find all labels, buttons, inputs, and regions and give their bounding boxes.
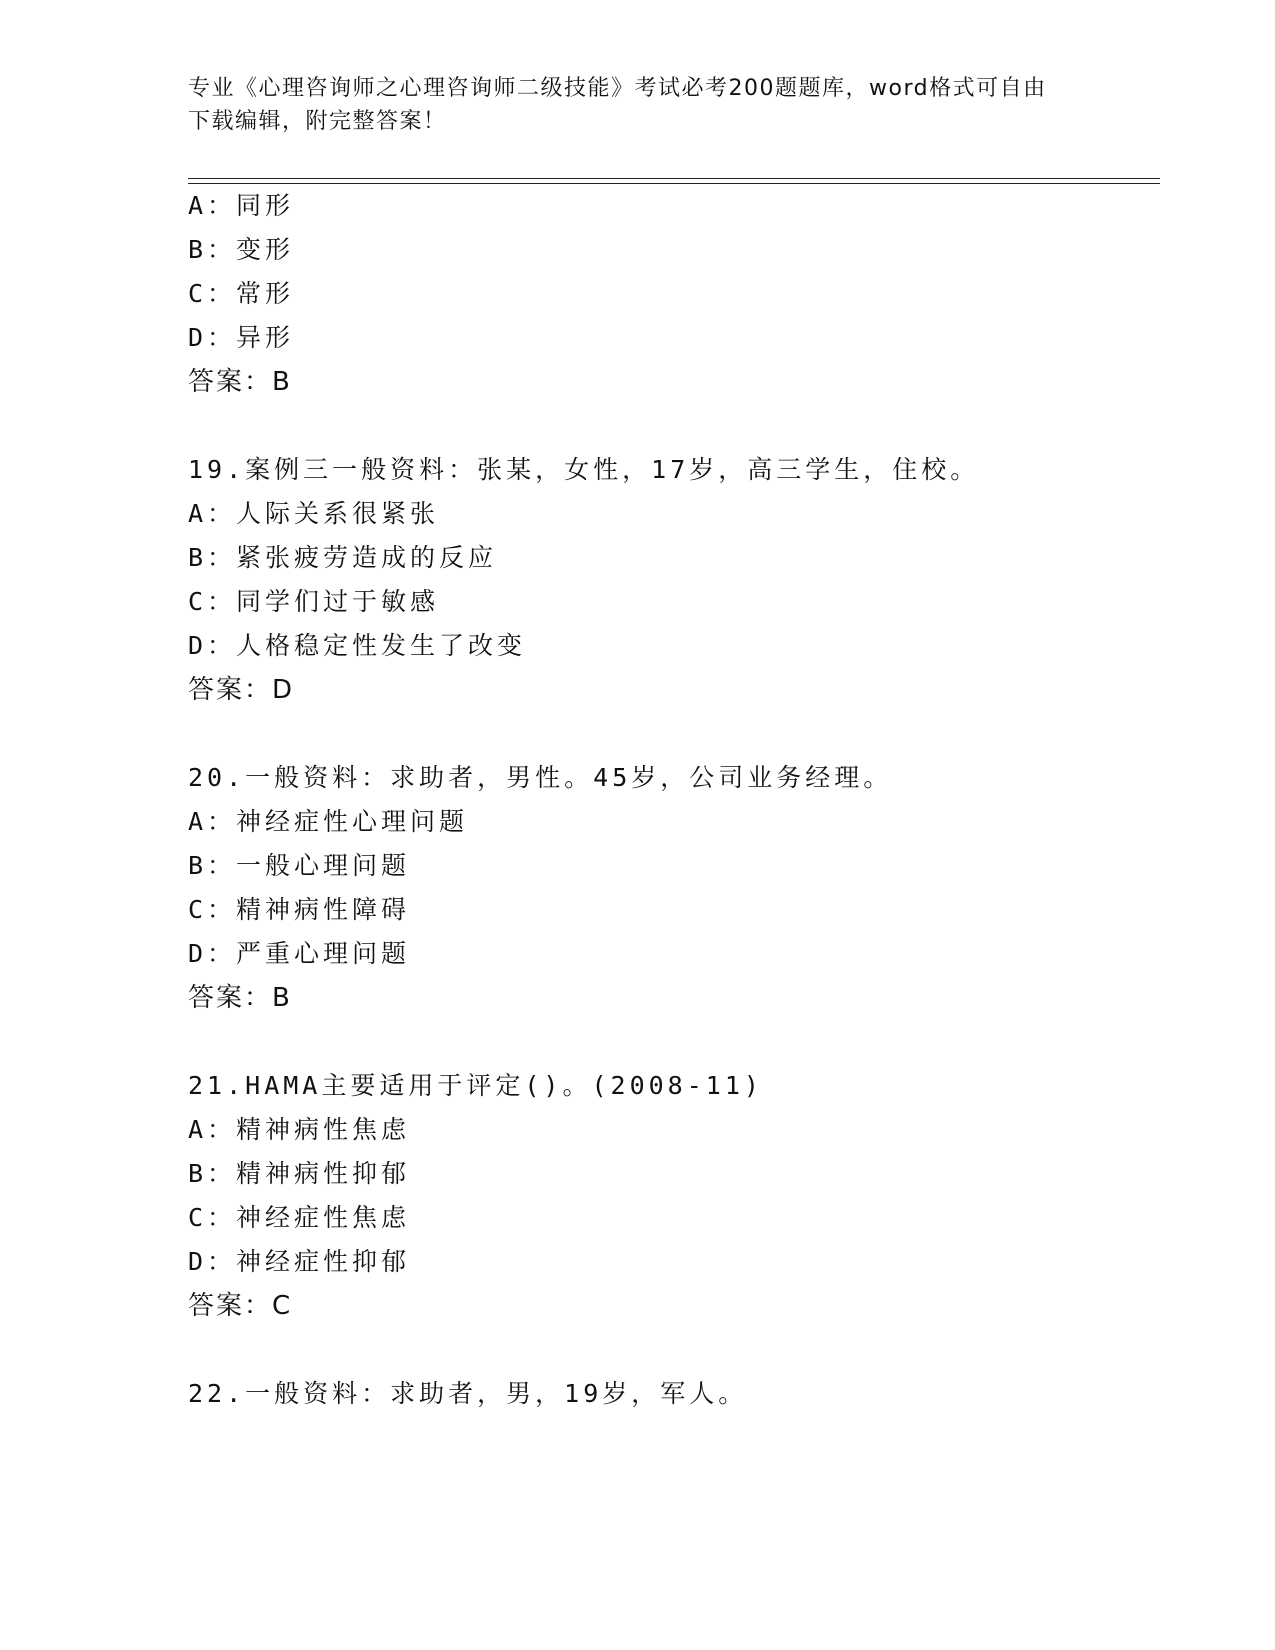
option-b: B：变形 [188,235,295,264]
option-b: B：一般心理问题 [188,851,411,880]
option-b: B：精神病性抑郁 [188,1159,411,1188]
document-header: 专业《心理咨询师之心理咨询师二级技能》考试必考200题题库，word格式可自由下载编辑，附完整答案！ [188,76,1047,134]
option-c: C：常形 [188,279,295,308]
option-c: C：神经症性焦虑 [188,1203,411,1232]
option-d: D：神经症性抑郁 [188,1247,411,1276]
option-d: D：异形 [188,323,295,352]
header-divider-bottom [188,183,1160,184]
header-divider-top [188,178,1160,179]
option-c: C：精神病性障碍 [188,895,411,924]
option-d: D：严重心理问题 [188,939,411,968]
question-stem: 20.一般资料：求助者，男性。45岁，公司业务经理。 [188,763,893,792]
answer: 答案：B [188,367,292,397]
answer: 答案：C [188,1291,293,1321]
answer: 答案：D [188,675,295,705]
answer: 答案：B [188,983,292,1013]
option-c: C：同学们过于敏感 [188,587,440,616]
question-stem: 22.一般资料：求助者，男，19岁，军人。 [188,1379,748,1408]
option-b: B：紧张疲劳造成的反应 [188,543,498,572]
question-stem: 19.案例三一般资料：张某，女性，17岁，高三学生，住校。 [188,455,980,484]
option-a: A：精神病性焦虑 [188,1115,411,1144]
question-stem: 21.HAMA主要适用于评定()。(2008-11) [188,1071,763,1100]
option-a: A：人际关系很紧张 [188,499,440,528]
option-d: D：人格稳定性发生了改变 [188,631,527,660]
option-a: A：同形 [188,191,295,220]
option-a: A：神经症性心理问题 [188,807,469,836]
